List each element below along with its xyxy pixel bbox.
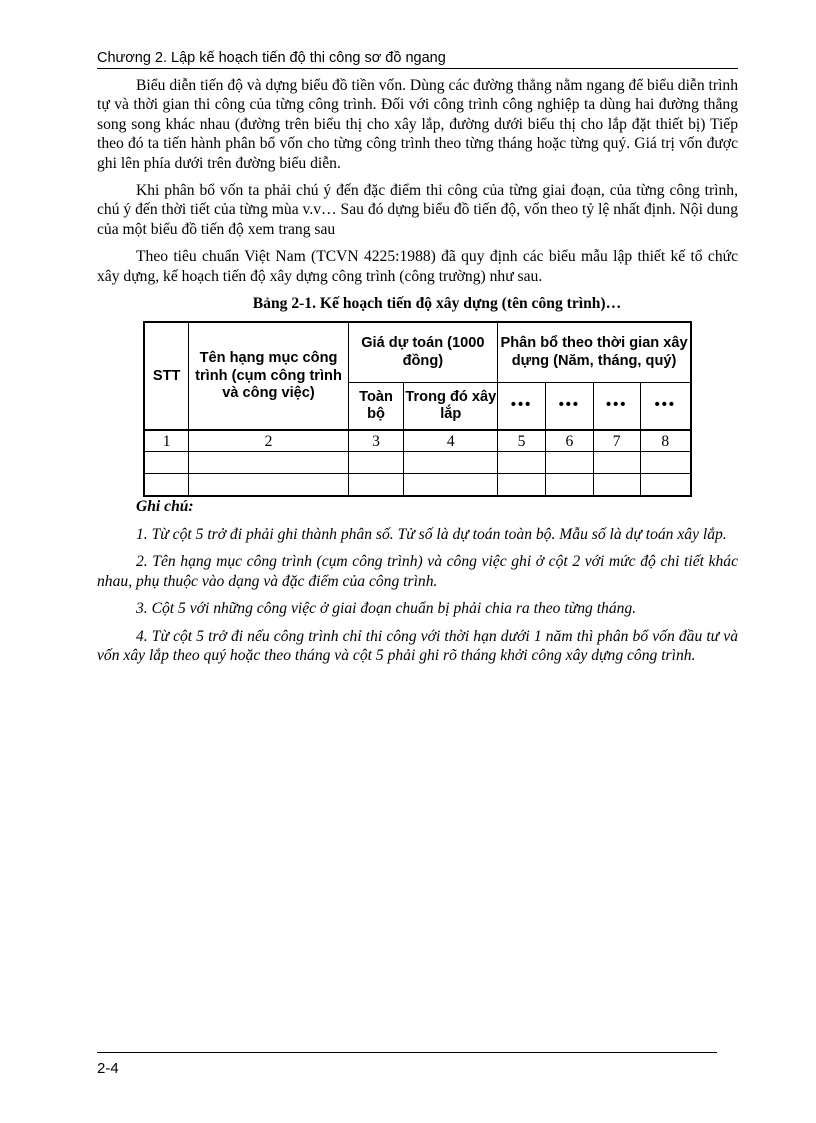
column-number: 4 <box>404 430 498 452</box>
header-period-3: ••• <box>593 382 640 430</box>
empty-cell <box>189 452 348 474</box>
empty-cell <box>404 452 498 474</box>
empty-cell <box>640 452 691 474</box>
empty-cell <box>545 474 593 497</box>
empty-cell <box>144 452 189 474</box>
table-row <box>144 474 691 497</box>
column-number: 1 <box>144 430 189 452</box>
header-stt: STT <box>144 322 189 430</box>
header-allocation: Phân bổ theo thời gian xây dựng (Năm, tháng, quý) <box>498 322 691 382</box>
empty-cell <box>593 474 640 497</box>
column-number: 3 <box>348 430 404 452</box>
empty-cell <box>498 474 546 497</box>
empty-cell <box>545 452 593 474</box>
page-body <box>97 76 738 673</box>
paragraph-3: Theo tiêu chuẩn Việt Nam (TCVN 4225:1988) đã quy định các biểu mẫu lập thiết kế tổ chức xây dựng, kế hoạch tiến độ xây dựng công trình (công trường) như sau. <box>97 248 738 285</box>
header-total: Toàn bộ <box>348 382 404 430</box>
schedule-table <box>143 321 692 497</box>
table-caption: Bảng 2-1. Kế hoạch tiến độ xây dựng (tên công trình)… <box>252 295 622 313</box>
paragraph-1: Biểu diễn tiến độ và dựng biểu đồ tiền vốn. Dùng các đường thẳng nằm ngang để biểu diễn trình tự và thời gian thi công của từng công trình. Đối với công trình công nghiệp ta dùng hai đường thẳng song song khác nhau (đường trên biểu thị cho xây lắp, đường dưới biểu thị cho lắp đặt thiết bị) Tiếp theo đó ta tiến hành phân bổ vốn cho từng công trình theo từng tháng hoặc từng quý. Giá trị vốn được ghi lên phía dưới trên đường biểu diễn. <box>97 77 738 172</box>
empty-cell <box>593 452 640 474</box>
footer-divider <box>97 1052 717 1053</box>
column-number-row <box>144 430 691 452</box>
paragraph-2: Khi phân bổ vốn ta phải chú ý đến đặc điểm thi công của từng giai đoạn, của từng công trình, chú ý đến thời tiết của từng mùa v.v… Sau đó dựng biểu đồ tiến độ, vốn theo tỷ lệ nhất định. Nội dung của một biểu đồ tiến độ xem trang sau <box>97 182 738 238</box>
chapter-header: Chương 2. Lập kế hoạch tiến độ thi công sơ đồ ngang <box>97 50 738 69</box>
empty-cell <box>498 452 546 474</box>
notes-title: Ghi chú: <box>136 498 194 516</box>
empty-cell <box>348 474 404 497</box>
page-number: 2-4 <box>97 1060 119 1077</box>
header-period-1: ••• <box>498 382 546 430</box>
column-number: 6 <box>545 430 593 452</box>
header-period-2: ••• <box>545 382 593 430</box>
empty-cell <box>640 474 691 497</box>
column-number: 8 <box>640 430 691 452</box>
table-row <box>144 452 691 474</box>
empty-cell <box>348 452 404 474</box>
header-construction: Trong đó xây lắp <box>404 382 498 430</box>
header-item-name: Tên hạng mục công trình (cụm công trình và công việc) <box>189 322 348 430</box>
note-3: 3. Cột 5 với những công việc ở giai đoạn chuẩn bị phải chia ra theo từng tháng. <box>136 600 637 618</box>
header-estimate: Giá dự toán (1000 đồng) <box>348 322 498 382</box>
column-number: 7 <box>593 430 640 452</box>
column-number: 2 <box>189 430 348 452</box>
column-number: 5 <box>498 430 546 452</box>
note-2: 2. Tên hạng mục công trình (cụm công trình) và công việc ghi ở cột 2 với mức độ chi tiết khác nhau, phụ thuộc vào dạng và đặc điểm của công trình. <box>97 553 738 590</box>
note-4: 4. Từ cột 5 trở đi nếu công trình chỉ thi công với thời hạn dưới 1 năm thì phân bổ vốn đầu tư và vốn xây lắp theo quý hoặc theo tháng và cột 5 phải ghi rõ tháng khởi công xây dựng công trình. <box>97 627 738 664</box>
empty-cell <box>144 474 189 497</box>
header-period-4: ••• <box>640 382 691 430</box>
empty-cell <box>404 474 498 497</box>
empty-cell <box>189 474 348 497</box>
note-1: 1. Từ cột 5 trở đi phải ghi thành phân số. Tử số là dự toán toàn bộ. Mẫu số là dự toán xây lắp. <box>136 525 727 543</box>
